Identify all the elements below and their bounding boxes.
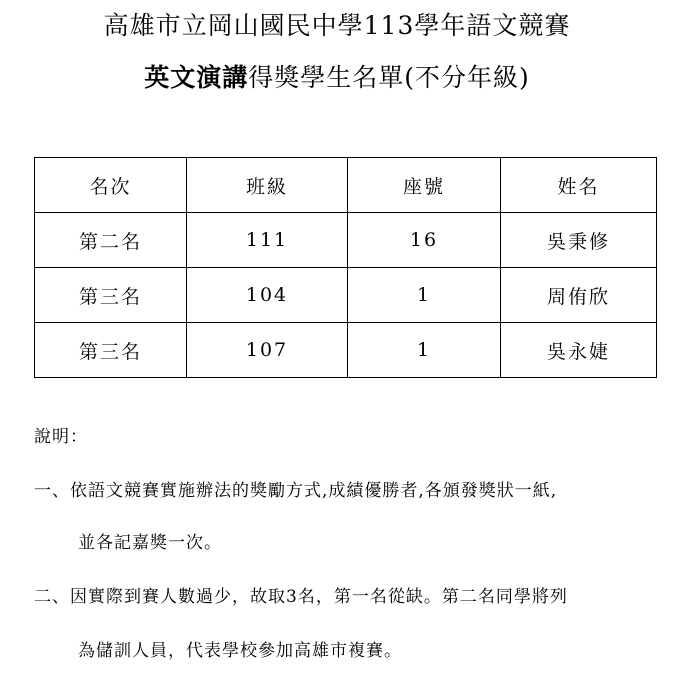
page-subtitle: [0, 58, 674, 94]
subtitle-event-name: 英文演講: [144, 63, 249, 92]
cell-seat: 1: [348, 323, 501, 378]
header-name: 姓名: [501, 158, 657, 213]
table-row: [35, 213, 657, 268]
cell-class: 111: [187, 213, 348, 268]
cell-seat: 1: [348, 268, 501, 323]
note-item-2-continued: 為儲訓人員，代表學校參加高雄市複賽。: [78, 641, 402, 661]
table-row: [35, 323, 657, 378]
note-item-2: 二、因實際到賽人數過少，故取3名，第一名從缺。第二名同學將列: [34, 587, 568, 607]
header-class: 班級: [187, 158, 348, 213]
page-title: 高雄市立岡山國民中學113學年語文競賽: [103, 11, 571, 40]
header-seat: 座號: [348, 158, 501, 213]
subtitle-rest: 得獎學生名單(不分年級): [248, 63, 530, 92]
cell-rank: 第三名: [35, 268, 187, 323]
cell-rank: 第二名: [35, 213, 187, 268]
note-item-1: 一、依語文競賽實施辦法的獎勵方式,成績優勝者,各頒發獎狀一紙,: [34, 481, 558, 501]
cell-class: 107: [187, 323, 348, 378]
note-item-1-continued: 並各記嘉獎一次。: [78, 533, 222, 553]
cell-name: 周侑欣: [501, 268, 657, 323]
cell-seat: 16: [348, 213, 501, 268]
table-header-row: [35, 158, 657, 213]
cell-rank: 第三名: [35, 323, 187, 378]
cell-name: 吳永婕: [501, 323, 657, 378]
winners-table: [34, 157, 657, 378]
cell-name: 吳秉修: [501, 213, 657, 268]
header-rank: 名次: [35, 158, 187, 213]
cell-class: 104: [187, 268, 348, 323]
notes-label: 說明：: [34, 427, 88, 447]
table-row: [35, 268, 657, 323]
